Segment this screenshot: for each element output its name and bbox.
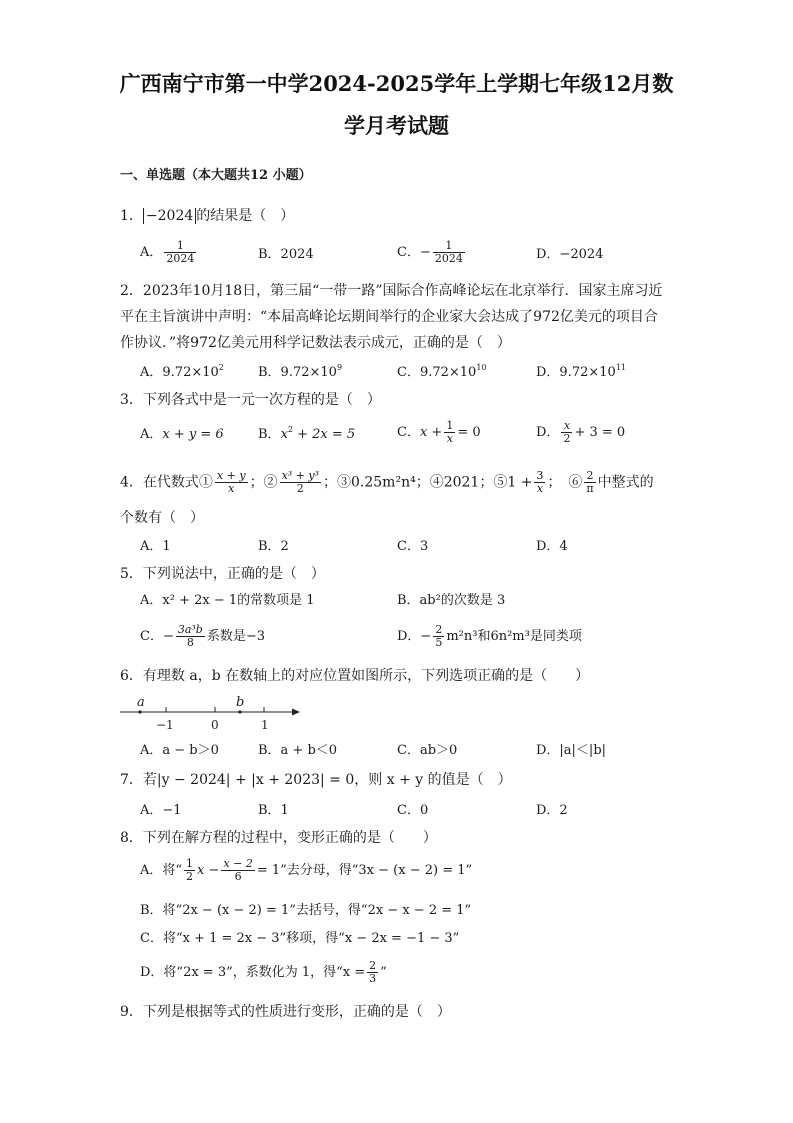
question-8: 8．下列在解方程的过程中，变形正确的是（ ） <box>120 830 437 846</box>
q6-option-a: A．a − b＞0 <box>140 743 219 758</box>
q2-option-c: C．$9.72\times 10^{10}$ <box>397 363 487 380</box>
tick-label-one: 1 <box>261 718 269 732</box>
q1-option-c: C．− $\frac{1}{2024}$ <box>397 239 463 265</box>
q4-option-b: B．2 <box>258 539 289 554</box>
tick-label-zero: 0 <box>211 718 219 732</box>
axis-label-b: b <box>236 695 245 710</box>
q3-option-c: C．x + $\frac{1}{x}$ = 0 <box>397 419 481 445</box>
question-9: 9．下列是根据等式的性质进行变形，正确的是（ ） <box>120 1004 451 1020</box>
q4-option-a: A．1 <box>140 539 171 554</box>
q4-option-d: D．4 <box>536 539 568 554</box>
question-7: 7．若|y − 2024| + |x + 2023| = 0，则 x + y 的值是（ ） <box>120 772 512 788</box>
q3-option-d: D． $\frac{x}{2}$ + 3 = 0 <box>536 419 626 445</box>
question-4-line2: 个数有（ ） <box>120 510 204 526</box>
question-6: 6．有理数 a，b 在数轴上的对应位置如图所示，下列选项正确的是（ ） <box>120 668 590 684</box>
q5-option-b: B．ab²的次数是 3 <box>397 593 506 608</box>
question-1: 1． −2024 的结果是（ ） <box>120 208 295 224</box>
q7-option-d: D．2 <box>536 803 568 818</box>
q5-option-a: A．x² + 2x − 1的常数项是 1 <box>140 593 315 608</box>
question-4: 4．在代数式① $\frac{x + y}{x}$ ；② $\frac{\text{x³ + y³}}{2}$ ；③0.25m²n⁴；④2021；⑤1 + $\frac{3}{x}$ ； ⑥ $\frac{2}{\pi}$ 中整式的 <box>120 469 654 495</box>
q7-option-b: B．1 <box>258 803 289 818</box>
q6-option-b: B．a + b＜0 <box>258 743 338 758</box>
exam-title-line1: 广西南宁市第一中学2024-2025学年上学期七年级12月数 <box>119 71 674 96</box>
q8-option-a: A．将“ $\frac{1}{2}$ x − $\frac{x - 2}{6}$ = 1”去分母，得“3x − (x − 2) = 1” <box>140 857 473 883</box>
q7-option-c: C．0 <box>397 803 429 818</box>
axis-label-a: a <box>137 695 145 710</box>
q8-option-b: B．将“2x − (x − 2) = 1”去括号，得“2x − x − 2 = 1” <box>140 903 472 918</box>
q3-option-a: A．x + y = 6 <box>140 427 224 442</box>
section-heading: 一、单选题（本大题共12 小题） <box>120 168 312 183</box>
q1-option-b: B．2024 <box>258 247 314 262</box>
number-line <box>118 690 308 734</box>
abs-value: −2024 <box>143 208 196 224</box>
q8-option-c: C．将“x + 1 = 2x − 3”移项，得“x − 2x = −1 − 3” <box>140 931 460 946</box>
q1-option-d: D．−2024 <box>536 247 604 262</box>
q5-option-d: D．− $\frac{2}{5}$ m²n³和6n²m³是同类项 <box>397 623 582 649</box>
q7-option-a: A．−1 <box>140 803 182 818</box>
q2-option-b: B．$9.72\times 10^9$ <box>258 363 343 380</box>
tick-label-minus-one: −1 <box>156 718 174 732</box>
q6-option-d: D．|a|＜|b| <box>536 743 607 758</box>
exam-title-line2: 学月考试题 <box>344 113 449 138</box>
q2-option-a: A．$9.72\times 10^2$ <box>140 363 224 380</box>
q4-option-c: C．3 <box>397 539 429 554</box>
q6-option-c: C．ab＞0 <box>397 743 458 758</box>
q1-option-a: A． $\frac{1}{2024}$ <box>140 239 195 265</box>
q2-option-d: D．$9.72\times 10^{11}$ <box>536 363 626 380</box>
q5-option-c: C．− $\frac{\text{3a³b}}{8}$ 系数是−3 <box>140 623 266 649</box>
question-2: 2．2023年10月18日，第三届“一带一路”国际合作高峰论坛在北京举行．国家主席习近平在主旨演讲中声明：“本届高峰论坛期间举行的企业家大会达成了972亿美元的项目合作协议．”将972亿美元用科学记数法表示成元，正确的是（ ） <box>120 283 663 351</box>
question-3: 3．下列各式中是一元一次方程的是（ ） <box>120 392 381 408</box>
question-5: 5．下列说法中，正确的是（ ） <box>120 566 325 582</box>
q3-option-b: B．$x^2 + 2x = 5$ <box>258 425 356 442</box>
q8-option-d: D．将“2x = 3”，系数化为 1，得“x = $\frac{2}{3}$ ” <box>140 959 387 985</box>
